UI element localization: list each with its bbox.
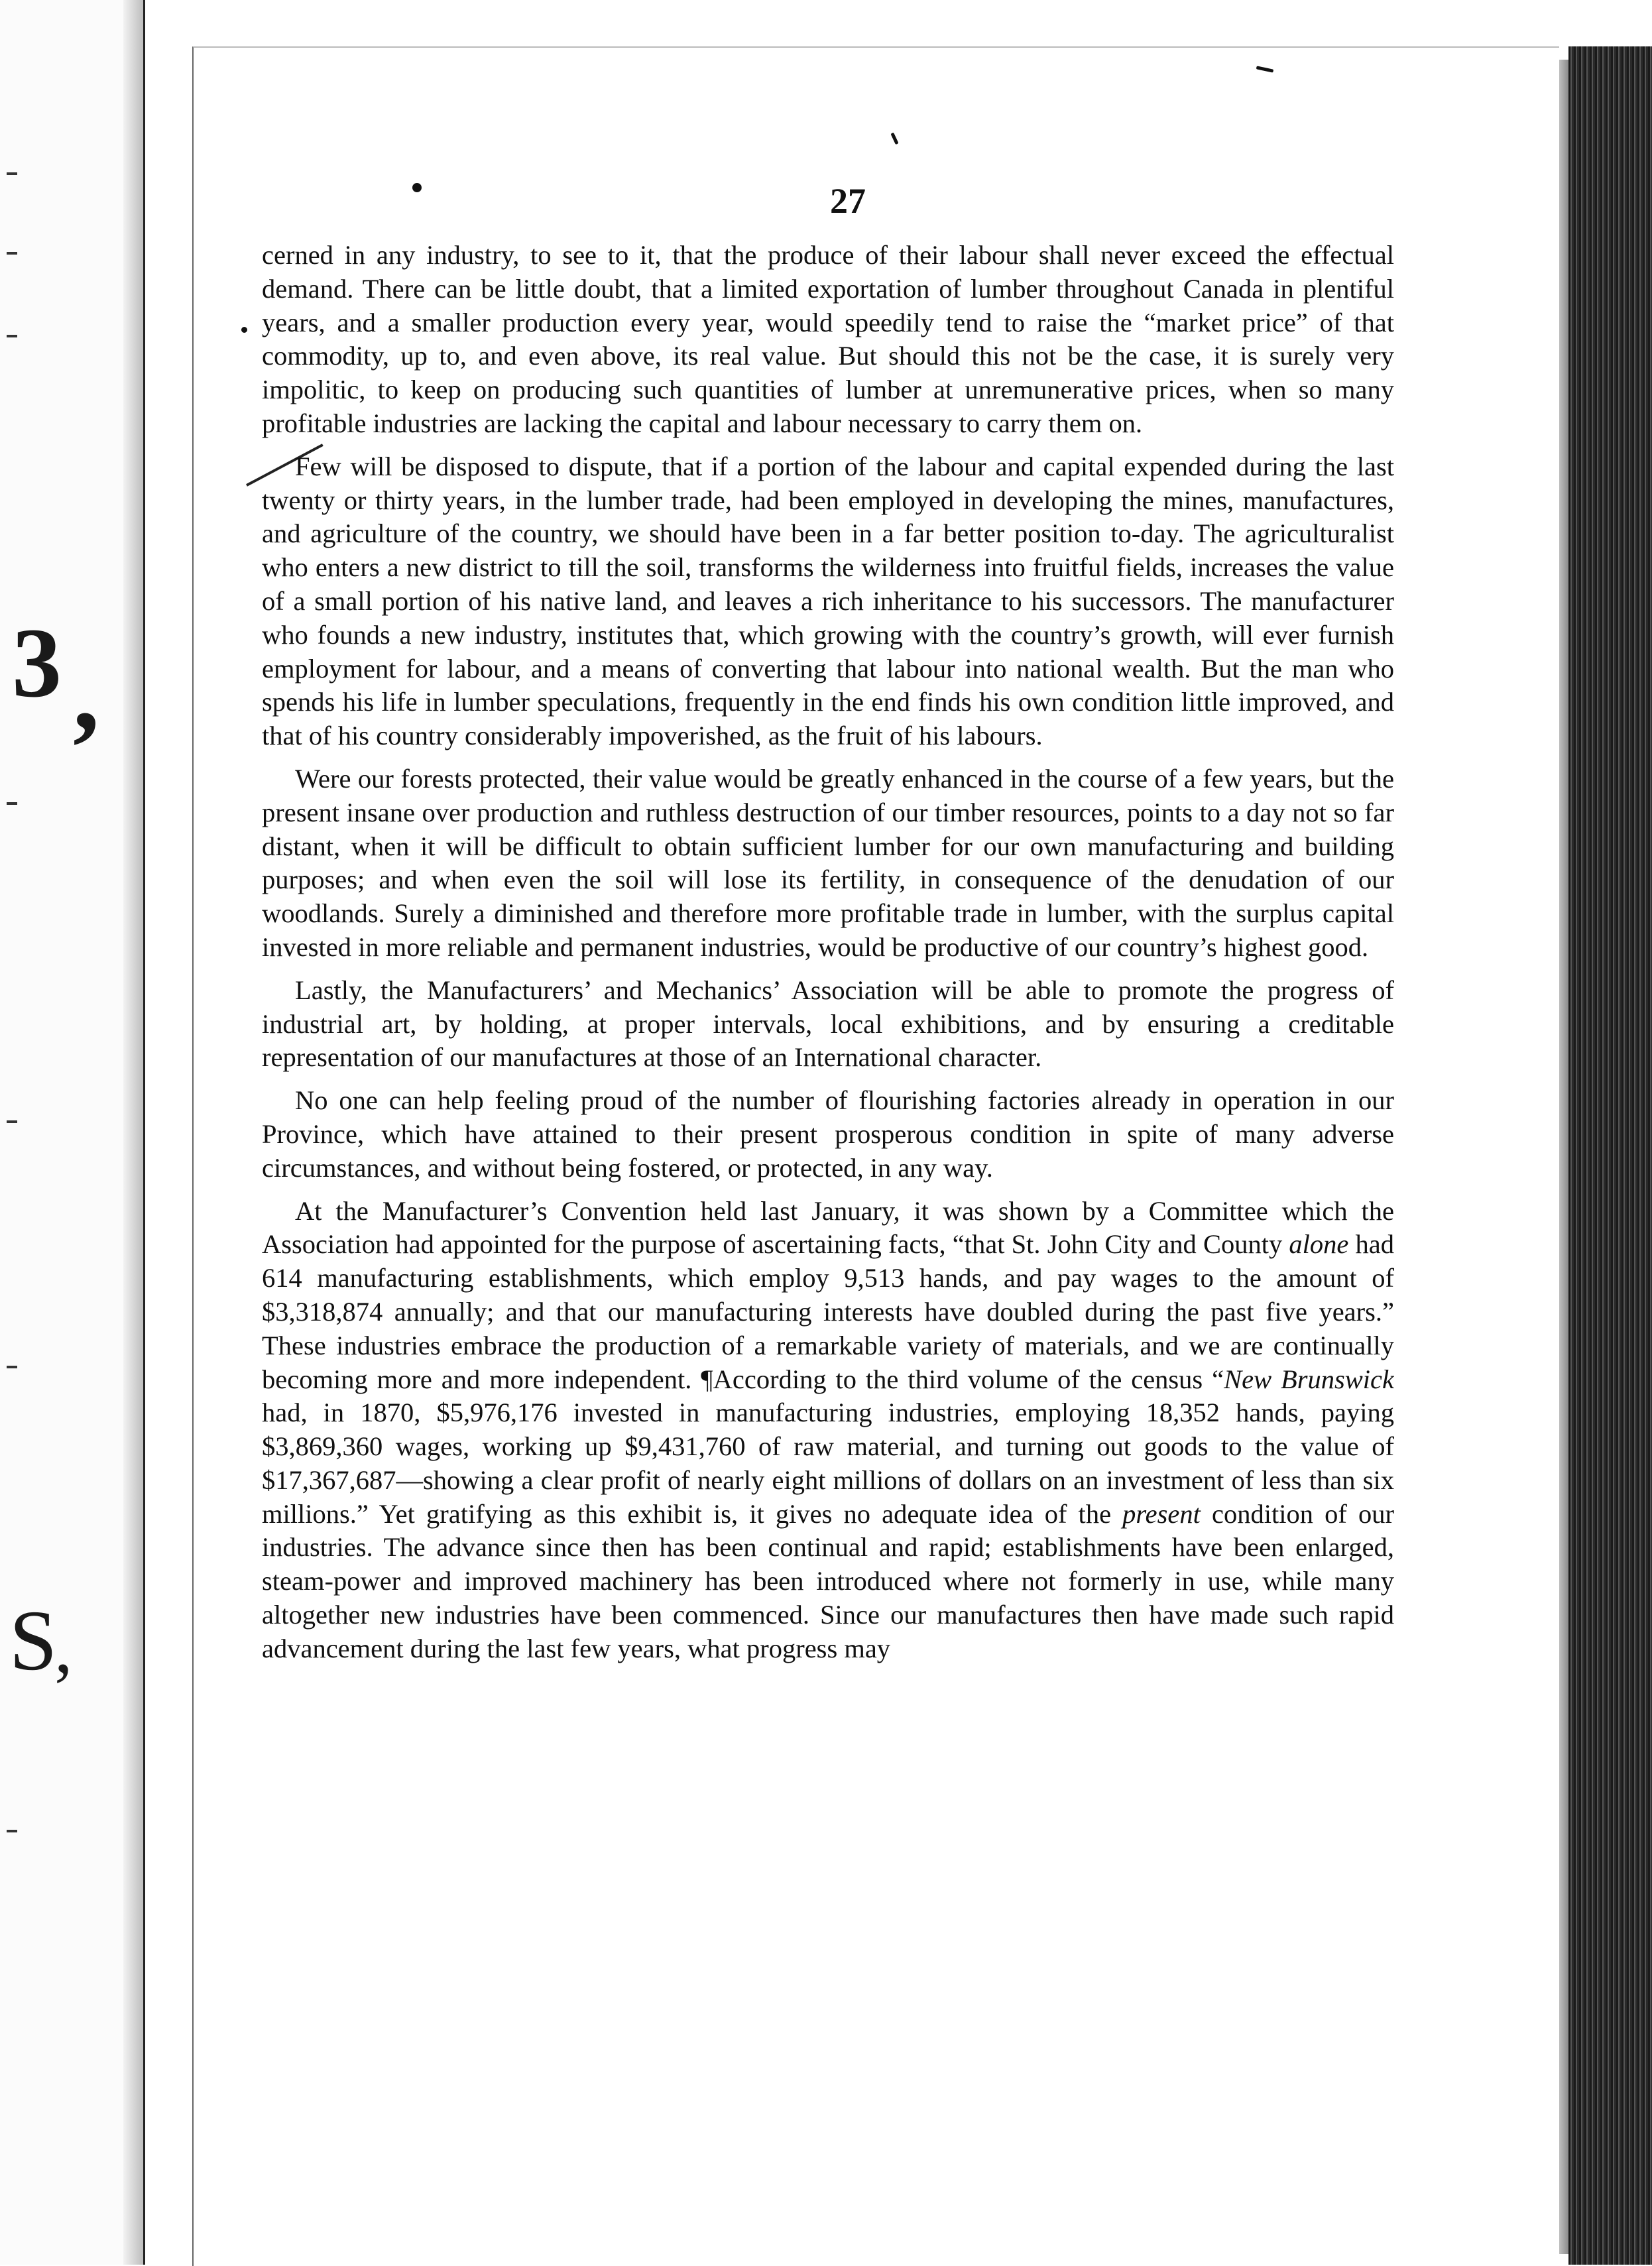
body-text xyxy=(262,239,1394,1976)
print-mark xyxy=(7,335,17,337)
ink-speck xyxy=(241,327,247,333)
print-mark xyxy=(7,1830,17,1832)
paragraph: Lastly, the Manufacturers’ and Mechanics’ Association will be able to promote the progress of industrial art, by holding, at proper intervals, local exhibitions, and by ensuring a creditable representation of our manufactures at those of an International character. xyxy=(262,975,1394,1073)
page-number: 27 xyxy=(830,181,866,221)
emphasis: present xyxy=(1122,1498,1201,1529)
paragraph: Few will be disposed to dispute, that if a portion of the labour and capital expended during the last twenty or thirty years, in the lumber trade, had been employed in developing the mines, manufactures, and agriculture of the country, we should have been in a far better position to-day. The agriculturalist who enters a new district to till the soil, transforms the wilderness into fruitful fields, increases the value of a small portion of his native land, and leaves a rich inheritance to his successors. The manufacturer who founds a new industry, institutes that, which growing with the country’s growth, will ever furnish employment for labour, and a means of converting that labour into national wealth. But the man who spends his life in lumber speculations, frequently in the end finds his own condition little improved, and that of his country considerably impoverished, as the fruit of his labours. xyxy=(262,451,1394,751)
paragraph-text: condition of our industries. The advance since then has been continual and rapid; establishments have been enlarged, steam-power and improved machinery has been introduced where not formerly in use, while many altogether new industries have been commenced. Since our manufactures then have made such rapid advancement during the last few years, what progress may xyxy=(262,1498,1394,1663)
paragraph-text: had, in 1870, $5,976,176 invested in manufacturing industries, employing 18,352 hands, paying $3,869,360 wages, working up $9,431,760 of raw material, and turning out goods to the value of $17,367,687—showing a clear profit of nearly eight millions of dollars on an investment of less than six millions.” Yet gratifying as this exhibit is, it gives no adequate idea of the xyxy=(262,1398,1394,1529)
ink-speck xyxy=(412,183,422,192)
facing-page-comma: , xyxy=(73,634,99,752)
paragraph xyxy=(262,1195,1394,1666)
facing-page-shadow xyxy=(123,0,143,2265)
print-mark xyxy=(7,1120,17,1123)
paragraph: cerned in any industry, to see to it, that the produce of their labour shall never exceed the effectual demand. There can be little doubt, that a limited exportation of lumber throughout Canada in plentiful years, and a smaller production every year, would speedily tend to raise the “market price” of that commodity, up to, and even above, its real value. But should this not be the case, it is surely very impolitic, to keep on producing such quantities of lumber at unremunerative prices, when so many profitable industries are lacking the capital and labour necessary to carry them on. xyxy=(262,240,1394,438)
facing-page-letter: S xyxy=(9,1593,58,1689)
book-block-edge xyxy=(1568,46,1652,2265)
print-mark xyxy=(7,1366,17,1368)
facing-page-edge xyxy=(0,0,145,2265)
emphasis: alone xyxy=(1289,1229,1349,1260)
paragraph-text: had 614 manufacturing establishments, which employ 9,513 hands, and pay wages to the amount of $3,318,874 annually; and that our manufacturing interests have doubled during the past five years.” These industries embrace the production of a remarkable variety of materials, and we are continually becoming more and more independent. ¶According to the third volume of the census “ xyxy=(262,1229,1394,1394)
paragraph: No one can help feeling proud of the number of flourishing factories already in operation in our Province, which have attained to their present prosperous condition in spite of many adverse circumstances, and without being fostered, or protected, in any way. xyxy=(262,1085,1394,1183)
print-mark xyxy=(7,172,17,175)
paragraph: Were our forests protected, their value would be greatly enhanced in the course of a few years, but the present insane over production and ruthless destruction of our timber resources, points to a day not so far distant, when it will be difficult to obtain sufficient lumber for our own manufacturing and building purposes; and when even the soil will lose its fertility, in consequence of the denudation of our woodlands. Surely a diminished and therefore more profitable trade in lumber, with the surplus capital invested in more reliable and permanent industries, would be productive of our country’s highest good. xyxy=(262,763,1394,962)
facing-page-comma: , xyxy=(54,1607,73,1688)
paragraph-text: At the Manufacturer’s Convention held last January, it was shown by a Committee which the Association had appointed for the purpose of ascertaining facts, “that St. John City and County xyxy=(262,1195,1394,1260)
print-mark xyxy=(7,252,17,255)
census-title: New Brunswick xyxy=(1224,1364,1394,1394)
facing-page-letter: 3 xyxy=(12,608,62,718)
print-mark xyxy=(7,802,17,805)
